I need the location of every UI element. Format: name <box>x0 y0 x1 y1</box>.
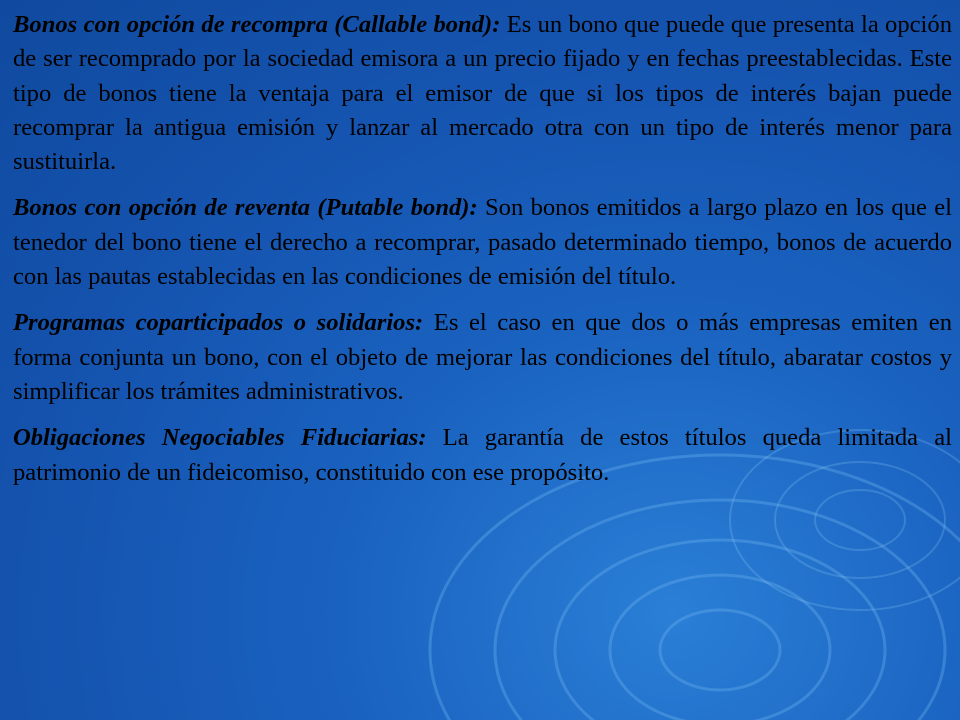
term-fiduciary-obligations: Obligaciones Negociables Fiduciarias: <box>13 424 427 452</box>
term-putable-bond: Bonos con opción de reventa (Putable bond): <box>13 194 478 222</box>
paragraph-putable-bond <box>13 191 952 294</box>
paragraph-joint-programs <box>13 306 952 409</box>
slide-body <box>0 8 960 502</box>
term-joint-programs: Programas coparticipados o solidarios: <box>13 309 424 337</box>
definition-joint-programs: Es el caso en que dos o más empresas emiten en forma conjunta un bono, con el objeto de mejorar las condiciones del título, abaratar costos y simplificar los trámites administrativos. <box>13 309 953 405</box>
definition-putable-bond: Son bonos emitidos a largo plazo en los que el tenedor del bono tiene el derecho a recomprar, pasado determinado tiempo, bonos de acuerdo con las pautas establecidas en las condiciones de emisión del título. <box>13 194 952 291</box>
definition-fiduciary-obligations: La garantía de estos títulos queda limitada al patrimonio de un fideicomiso, constituido con ese propósito. <box>13 424 952 486</box>
term-callable-bond: Bonos con opción de recompra (Callable bond): <box>13 11 501 38</box>
definition-callable-bond: Es un bono que puede que presenta la opción de ser recomprado por la sociedad emisora a un precio fijado y en fechas preestablecidas. Este tipo de bonos tiene la ventaja para el emisor de que si los tipos de interés bajan puede recomprar la antigua emisión y lanzar al mercado otra con un tipo de interés menor para sustituirla. <box>13 11 952 176</box>
paragraph-callable-bond <box>13 8 952 179</box>
paragraph-fiduciary-obligations <box>13 421 952 490</box>
